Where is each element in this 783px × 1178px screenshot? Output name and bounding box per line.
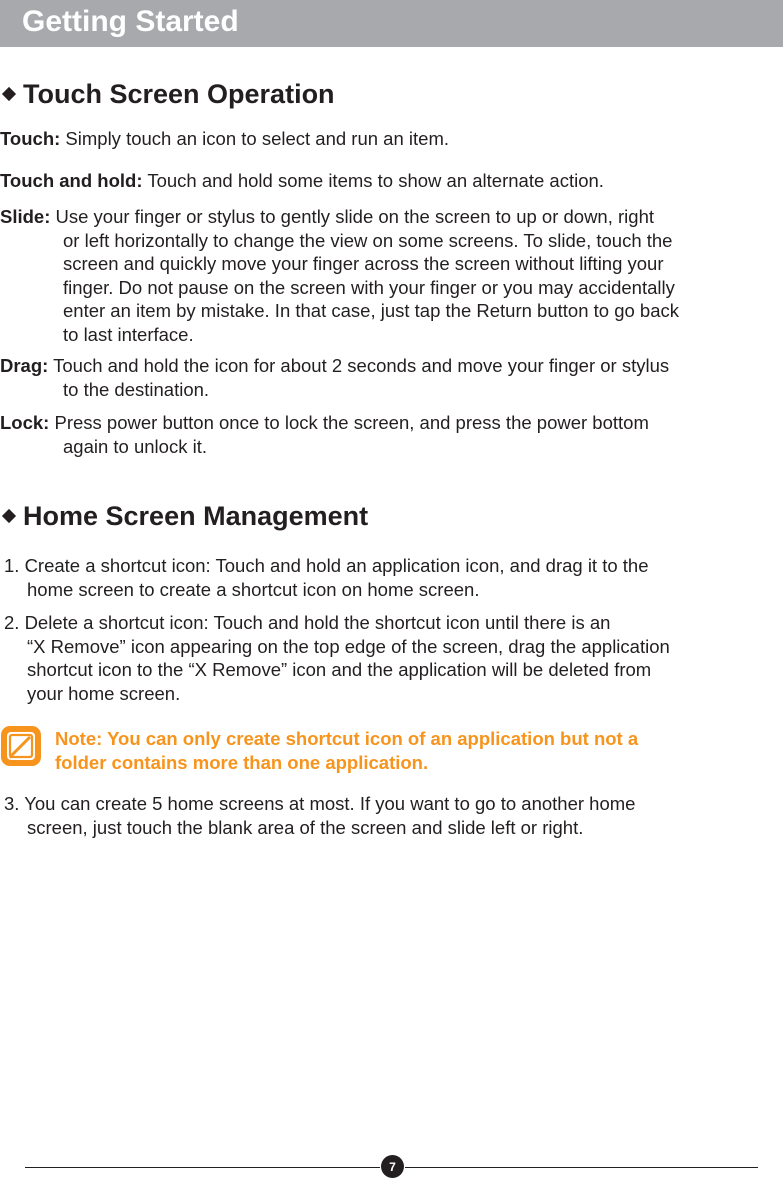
term-text: Touch and hold the icon for about 2 seconds and move your finger or stylus xyxy=(53,355,670,376)
page-number: 7 xyxy=(381,1155,404,1178)
term-text: Simply touch an icon to select and run an item. xyxy=(65,128,449,149)
footer-divider-left xyxy=(25,1167,380,1168)
diamond-bullet-icon xyxy=(2,87,16,101)
term-text-line: again to unlock it. xyxy=(63,435,207,457)
section-title-home xyxy=(0,499,368,533)
touch-item xyxy=(0,127,770,151)
page-title: Getting Started xyxy=(22,5,239,38)
term-label: Drag: xyxy=(0,355,49,376)
list-item-line: 3. You can create 5 home screens at most. If you want to go to another home xyxy=(4,793,636,814)
list-item xyxy=(4,792,635,839)
list-item-line: screen, just touch the blank area of the screen and slide left or right. xyxy=(27,816,584,838)
term-text-line: to last interface. xyxy=(63,323,194,345)
list-item xyxy=(4,611,670,705)
section-title-text: Home Screen Management xyxy=(23,501,369,531)
section-title-text: Touch Screen Operation xyxy=(23,79,335,109)
list-item-line: 2. Delete a shortcut icon: Touch and hold the shortcut icon until there is an xyxy=(4,612,611,633)
term-label: Touch and hold: xyxy=(0,170,143,191)
term-label: Slide: xyxy=(0,206,51,227)
term-text: Touch and hold some items to show an alternate action. xyxy=(147,170,604,191)
term-text: Press power button once to lock the screen, and press the power bottom xyxy=(54,412,649,433)
note-line: Note: You can only create shortcut icon of an application but not a xyxy=(55,728,639,749)
list-item-line: shortcut icon to the “X Remove” icon and the application will be deleted from xyxy=(27,659,652,680)
slide-item xyxy=(0,205,770,346)
list-item-line: home screen to create a shortcut icon on home screen. xyxy=(27,578,480,600)
note-text xyxy=(55,727,638,775)
term-text-line: or left horizontally to change the view on some screens. To slide, touch the xyxy=(63,229,673,251)
lock-item xyxy=(0,411,770,458)
list-item-line: 1. Create a shortcut icon: Touch and hold an application icon, and drag it to the xyxy=(4,555,649,576)
term-label: Lock: xyxy=(0,412,50,433)
term-text-line: finger. Do not pause on the screen with your finger or you may accidentally xyxy=(63,276,675,298)
note-pencil-icon xyxy=(0,725,42,767)
term-label: Touch: xyxy=(0,128,61,149)
section-title-touch xyxy=(0,77,335,111)
term-text-line: screen and quickly move your finger across the screen without lifting your xyxy=(63,253,664,274)
note-line: folder contains more than one application. xyxy=(55,752,429,773)
diamond-bullet-icon xyxy=(2,509,16,523)
list-item-line: “X Remove” icon appearing on the top edge of the screen, drag the application xyxy=(27,635,670,657)
term-text: Use your finger or stylus to gently slide on the screen to up or down, right xyxy=(55,206,654,227)
footer-divider-right xyxy=(405,1167,758,1168)
list-item xyxy=(4,554,649,601)
term-text-line: enter an item by mistake. In that case, just tap the Return button to go back xyxy=(63,300,679,321)
header-bar xyxy=(0,0,783,47)
touch-and-hold-item xyxy=(0,169,770,193)
list-item-line: your home screen. xyxy=(27,682,181,704)
drag-item xyxy=(0,354,770,401)
term-text-line: to the destination. xyxy=(63,378,210,400)
